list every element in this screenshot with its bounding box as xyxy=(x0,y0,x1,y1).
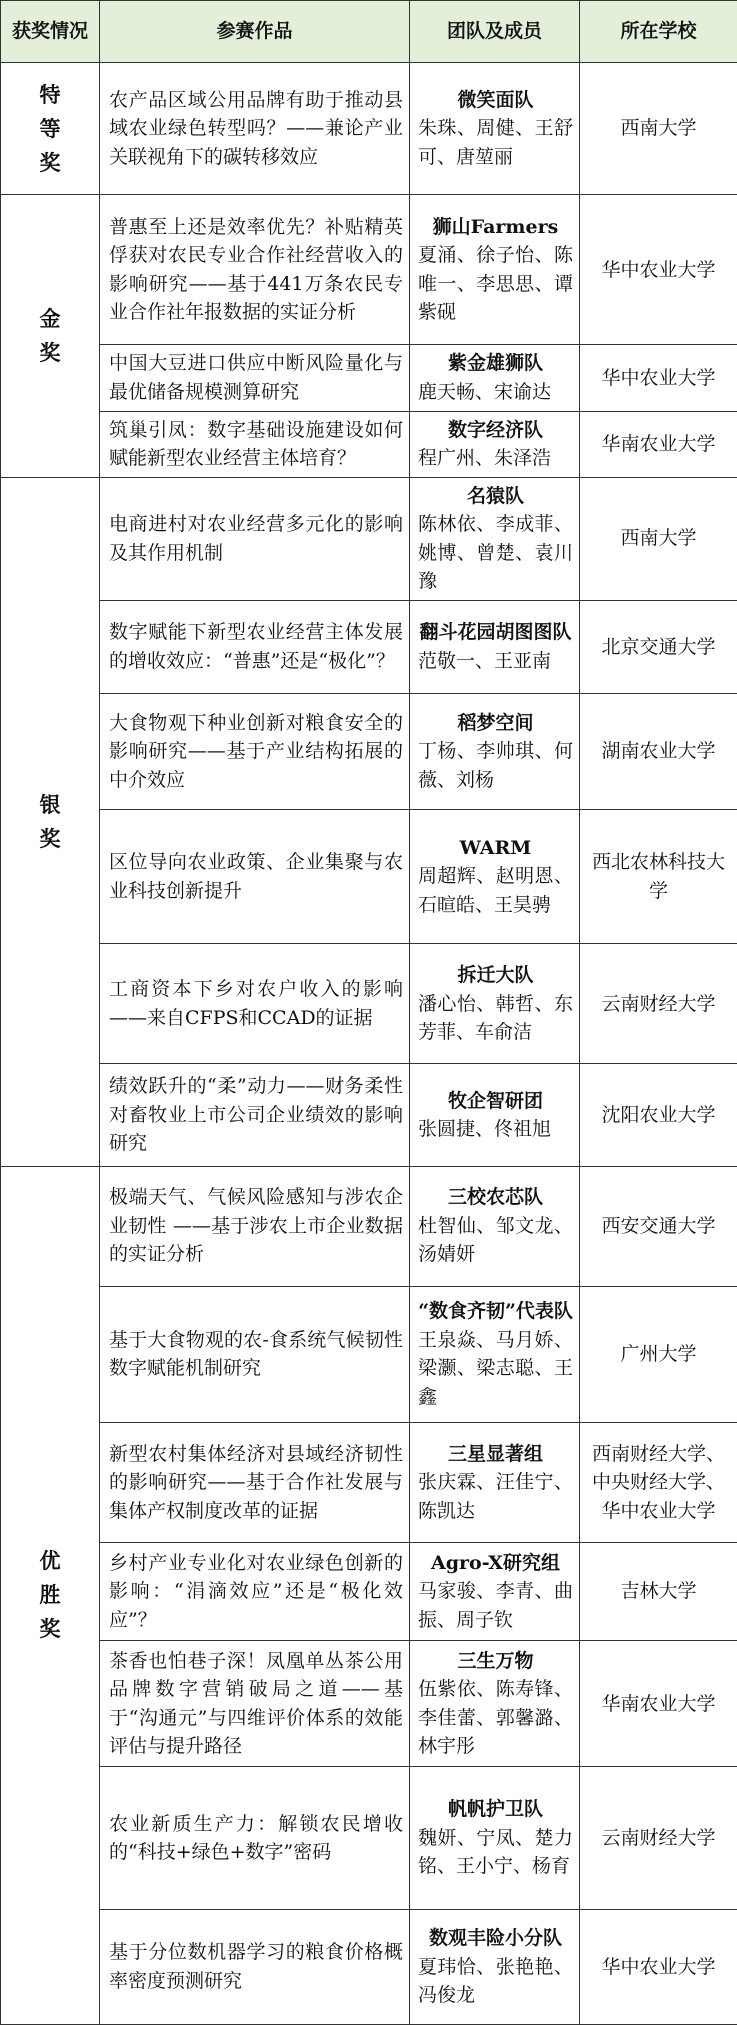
team-cell xyxy=(410,1166,580,1286)
table-row xyxy=(1,345,737,411)
team-cell xyxy=(410,1641,580,1767)
school-cell xyxy=(580,411,737,477)
work-title: 工商资本下乡对农户收入的影响——来自CFPS和CCAD的证据 xyxy=(100,944,410,1064)
team-name: 三校农芯队 xyxy=(447,1186,543,1209)
team-name: 稻梦空间 xyxy=(457,711,534,734)
team-name: 狮山Farmers xyxy=(432,215,559,238)
table-row xyxy=(1,411,737,477)
work-title: 乡村产业专业化对农业绿色创新的影响：“涓滴效应”还是“极化效应”？ xyxy=(100,1543,410,1641)
team-members: 夏玮恰、张艳艳、冯俊龙 xyxy=(418,1955,573,2007)
team-members: 丁杨、李帅琪、何薇、刘杨 xyxy=(418,740,573,791)
work-title: 新型农村集体经济对县域经济韧性的影响研究——基于合作社发展与集体产权制度改革的证据 xyxy=(100,1422,410,1542)
school-cell xyxy=(580,477,737,600)
team-members: 张庆霖、汪佳宁、陈凯达 xyxy=(418,1471,573,1522)
work-title: 绩效跃升的“柔”动力——财务柔性对畜牧业上市公司企业绩效的影响研究 xyxy=(100,1064,410,1166)
school-cell xyxy=(580,1422,737,1542)
team-cell xyxy=(410,1767,580,1909)
table-row xyxy=(1,1767,737,1909)
award-char: 奖 xyxy=(39,825,61,851)
team-members: 张圆捷、佟祖旭 xyxy=(418,1118,552,1141)
header-team: 团队及成员 xyxy=(410,1,580,63)
table-body xyxy=(1,63,737,2025)
work-title: 基于大食物观的农-食系统气候韧性数字赋能机制研究 xyxy=(100,1286,410,1422)
school-name: 广州大学 xyxy=(620,1343,697,1366)
team-cell xyxy=(410,63,580,195)
team-members: 鹿天畅、宋谕达 xyxy=(418,380,552,403)
award-level xyxy=(1,195,100,477)
school-name: 华中农业大学 xyxy=(601,1955,716,1978)
table-row xyxy=(1,1422,737,1542)
award-char: 奖 xyxy=(39,1616,61,1642)
team-cell xyxy=(410,1064,580,1166)
school-name: 吉林大学 xyxy=(620,1580,697,1603)
table-row xyxy=(1,810,737,944)
school-name: 华南农业大学 xyxy=(601,432,716,455)
team-members: 范敬一、王亚南 xyxy=(418,649,552,672)
school-name: 华中农业大学 xyxy=(601,258,716,281)
work-title: 普惠至上还是效率优先？补贴精英俘获对农民专业合作社经营收入的影响研究——基于441万条农民专业合作社年报数据的实证分析 xyxy=(100,195,410,345)
team-cell xyxy=(410,693,580,809)
work-title: 数字赋能下新型农业经营主体发展的增收效应：“普惠”还是“极化”？ xyxy=(100,600,410,693)
work-title: 区位导向农业政策、企业集聚与农业科技创新提升 xyxy=(100,810,410,944)
team-members: 杜智仙、邹文龙、汤婧妍 xyxy=(418,1214,573,1266)
school-cell xyxy=(580,195,737,345)
school-name: 西北农林科技大学 xyxy=(591,851,725,902)
team-members: 程广州、朱泽浩 xyxy=(418,447,552,470)
table-row xyxy=(1,477,737,600)
school-cell xyxy=(580,1767,737,1909)
team-cell xyxy=(410,1543,580,1641)
work-title: 农产品区域公用品牌有助于推动县域农业绿色转型吗？——兼论产业关联视角下的碳转移效应 xyxy=(100,63,410,195)
school-name: 华中农业大学 xyxy=(601,366,716,389)
school-cell xyxy=(580,1286,737,1422)
team-cell xyxy=(410,411,580,477)
table-row xyxy=(1,1166,737,1286)
school-name: 西南大学 xyxy=(620,527,697,550)
work-title: 中国大豆进口供应中断风险量化与最优储备规模测算研究 xyxy=(100,345,410,411)
team-members: 陈林依、李成菲、姚博、曾楚、袁川豫 xyxy=(418,513,573,593)
team-name: 名猿队 xyxy=(466,484,524,507)
team-cell xyxy=(410,1422,580,1542)
team-cell xyxy=(410,810,580,944)
school-name: 沈阳农业大学 xyxy=(601,1103,716,1126)
school-cell xyxy=(580,63,737,195)
table-row xyxy=(1,693,737,809)
work-title: 筑巢引凤：数字基础设施建设如何赋能新型农业经营主体培育？ xyxy=(100,411,410,477)
team-name: 三星显著组 xyxy=(447,1442,543,1465)
table-row xyxy=(1,944,737,1064)
work-title: 基于分位数机器学习的粮食价格概率密度预测研究 xyxy=(100,1909,410,2024)
school-name: 云南财经大学 xyxy=(601,992,716,1015)
team-name: 牧企智研团 xyxy=(447,1089,543,1112)
school-cell xyxy=(580,944,737,1064)
award-level xyxy=(1,1166,100,2024)
table-row xyxy=(1,1641,737,1767)
table-row xyxy=(1,600,737,693)
team-name: 拆迁大队 xyxy=(457,964,534,987)
award-char: 奖 xyxy=(39,149,61,175)
school-cell xyxy=(580,693,737,809)
team-members: 周超辉、赵明恩、石暄皓、王昊骋 xyxy=(418,865,573,916)
team-cell xyxy=(410,1909,580,2024)
school-name: 西南财经大学、 xyxy=(591,1442,725,1465)
award-char: 胜 xyxy=(39,1582,61,1608)
school-name: 西南大学 xyxy=(620,117,697,140)
school-cell xyxy=(580,1543,737,1641)
team-name: 三生万物 xyxy=(457,1649,534,1672)
work-title: 电商进村对农业经营多元化的影响及其作用机制 xyxy=(100,477,410,600)
award-char: 等 xyxy=(39,115,61,141)
team-members: 魏妍、宁凤、楚力铭、王小宁、杨育 xyxy=(418,1826,573,1878)
school-cell xyxy=(580,345,737,411)
award-level xyxy=(1,477,100,1166)
team-name: 数观丰险小分队 xyxy=(428,1927,562,1950)
team-name: 帆帆护卫队 xyxy=(447,1798,543,1821)
school-cell xyxy=(580,810,737,944)
award-char: 特 xyxy=(39,81,61,107)
header-work: 参赛作品 xyxy=(100,1,410,63)
team-name: Agro-X研究组 xyxy=(431,1551,560,1574)
school-name: 华中农业大学 xyxy=(601,1499,716,1522)
team-cell xyxy=(410,1286,580,1422)
team-members: 马家骏、李青、曲振、周子钦 xyxy=(418,1580,573,1631)
team-members: 潘心怡、韩哲、东芳菲、车俞洁 xyxy=(418,992,573,1044)
table-row xyxy=(1,1286,737,1422)
team-cell xyxy=(410,345,580,411)
table-row xyxy=(1,63,737,195)
award-char: 银 xyxy=(39,791,61,817)
work-title: 大食物观下种业创新对粮食安全的影响研究——基于产业结构拓展的中介效应 xyxy=(100,693,410,809)
team-name: 微笑面队 xyxy=(457,88,534,111)
team-members: 朱珠、周健、王舒可、唐堃丽 xyxy=(418,117,573,168)
school-name: 云南财经大学 xyxy=(601,1826,716,1849)
school-name: 北京交通大学 xyxy=(601,635,716,658)
header-row xyxy=(1,1,737,63)
award-char: 金 xyxy=(39,305,61,331)
award-char: 优 xyxy=(39,1548,61,1574)
table-row xyxy=(1,1909,737,2024)
school-name: 湖南农业大学 xyxy=(601,740,716,763)
team-name: 紫金雄狮队 xyxy=(447,352,543,375)
team-name: “数食齐韧”代表队 xyxy=(418,1300,573,1323)
table-row xyxy=(1,1064,737,1166)
school-cell xyxy=(580,1641,737,1767)
team-cell xyxy=(410,477,580,600)
table-row xyxy=(1,195,737,345)
work-title: 茶香也怕巷子深！凤凰单丛茶公用品牌数字营销破局之道——基于“沟通元”与四维评价体系的效能评估与提升路径 xyxy=(100,1641,410,1767)
team-name: 翻斗花园胡图图队 xyxy=(419,621,572,644)
team-members: 伍紫依、陈寿锋、李佳蕾、郭馨潞、林宇彤 xyxy=(418,1678,573,1758)
header-award: 获奖情况 xyxy=(1,1,100,63)
school-cell xyxy=(580,1166,737,1286)
school-name: 华南农业大学 xyxy=(601,1692,716,1715)
school-name: 中央财经大学、 xyxy=(591,1471,725,1494)
team-members: 夏涌、徐子怡、陈唯一、李思思、谭紫砚 xyxy=(418,244,573,324)
team-name: 数字经济队 xyxy=(447,418,543,441)
award-char: 奖 xyxy=(39,339,61,365)
team-members: 王泉焱、马月娇、梁灏、梁志聪、王鑫 xyxy=(418,1328,573,1408)
school-cell xyxy=(580,1909,737,2024)
work-title: 农业新质生产力：解锁农民增收的“科技+绿色+数字”密码 xyxy=(100,1767,410,1909)
header-school: 所在学校 xyxy=(580,1,737,63)
team-cell xyxy=(410,600,580,693)
team-cell xyxy=(410,195,580,345)
school-cell xyxy=(580,600,737,693)
team-cell xyxy=(410,944,580,1064)
table-row xyxy=(1,1543,737,1641)
team-name: WARM xyxy=(459,836,532,859)
award-level xyxy=(1,63,100,195)
school-cell xyxy=(580,1064,737,1166)
school-name: 西安交通大学 xyxy=(601,1214,716,1237)
work-title: 极端天气、气候风险感知与涉农企业韧性 ——基于涉农上市企业数据的实证分析 xyxy=(100,1166,410,1286)
